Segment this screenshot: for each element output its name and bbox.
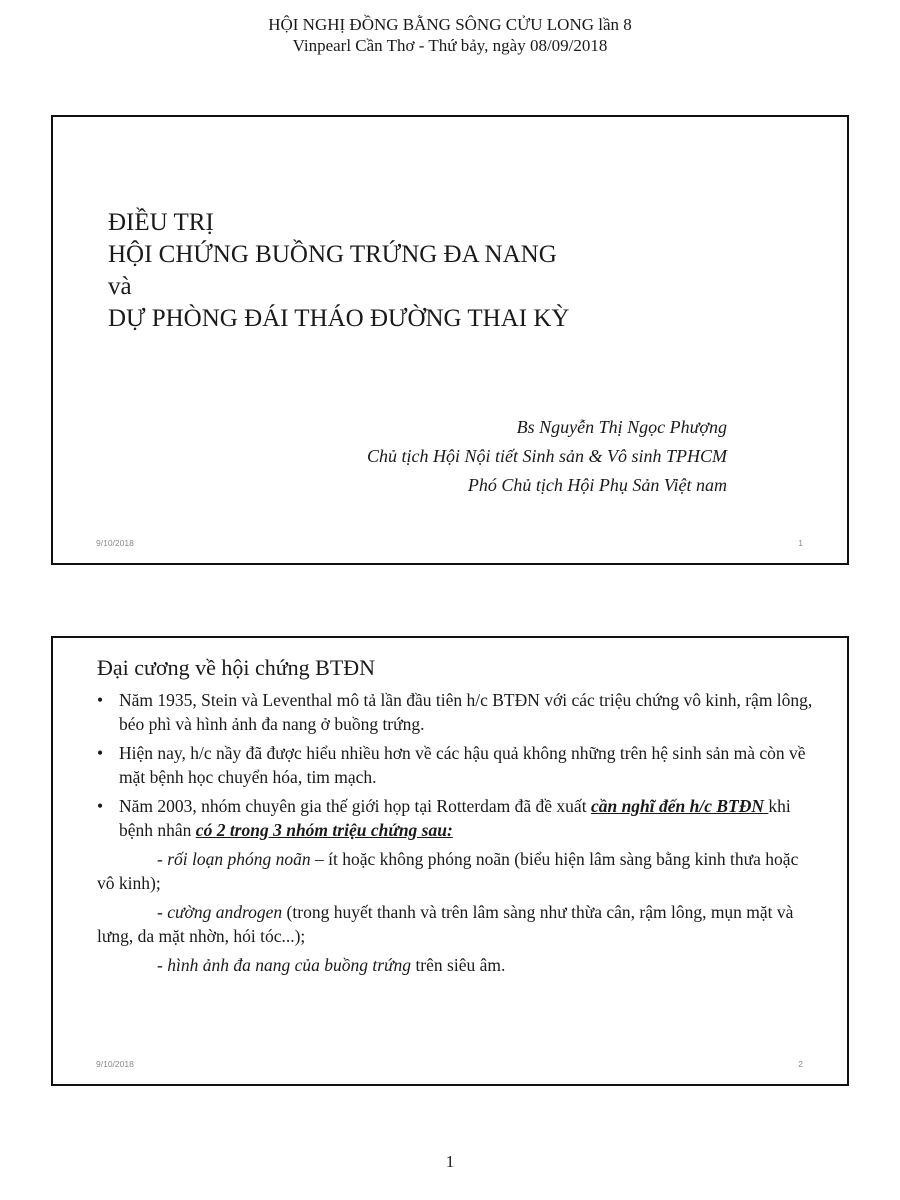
- criterion-label: - rối loạn phóng noãn: [157, 849, 311, 869]
- bullet-text: Năm 1935, Stein và Leventhal mô tả lần đầu tiên h/c BTĐN với các triệu chứng vô kinh, rậm lông, béo phì và hình ảnh đa nang ở buồng trứng.: [119, 690, 813, 734]
- conference-title: HỘI NGHỊ ĐỒNG BẰNG SÔNG CỬU LONG lần 8: [268, 15, 632, 34]
- slide-date: 9/10/2018: [96, 1059, 134, 1069]
- bullet-item: [97, 689, 817, 736]
- criterion-detail: trên siêu âm.: [411, 955, 506, 975]
- slide-2-title: Đại cương về hội chứng BTĐN: [97, 655, 376, 680]
- bullet-text: khi bệnh nhân: [119, 796, 791, 840]
- bullet-text: Năm 2003, nhóm chuyên gia thế giới họp tại Rotterdam đã đề xuất: [119, 796, 591, 816]
- criterion-detail: (trong huyết thanh và trên lâm sàng như thừa cân, rậm lông, mụn mặt và lưng, da mặt nhờn, hói tóc...);: [97, 902, 794, 946]
- conference-venue-date: Vinpearl Cần Thơ - Thứ bảy, ngày 08/09/2018: [292, 36, 608, 55]
- slide-2-body: [97, 689, 817, 978]
- criterion-item: [97, 954, 817, 978]
- author-name: Bs Nguyễn Thị Ngọc Phượng: [516, 417, 727, 437]
- page-number: 1: [445, 1152, 455, 1171]
- bullet-item: [97, 795, 817, 842]
- slide-1-title: [108, 207, 569, 335]
- slide-number: 2: [798, 1059, 803, 1069]
- title-line-4: DỰ PHÒNG ĐÁI THÁO ĐƯỜNG THAI KỲ: [108, 305, 570, 332]
- bullet-text: Hiện nay, h/c nầy đã được hiểu nhiều hơn về các hậu quả không những trên hệ sinh sản mà còn về mặt bệnh học chuyển hóa, tim mạch.: [119, 743, 806, 787]
- title-line-1: ĐIỀU TRỊ: [108, 209, 214, 236]
- slide-2: [51, 636, 849, 1086]
- page-header: [0, 14, 900, 56]
- criterion-label: - cường androgen: [157, 902, 283, 922]
- slide-1: [51, 115, 849, 565]
- criterion-detail: – ít hoặc không phóng noãn (biểu hiện lâm sàng bằng kinh thưa hoặc vô kinh);: [97, 849, 799, 893]
- author-role-2: Phó Chủ tịch Hội Phụ Sản Việt nam: [467, 475, 727, 495]
- author-block: [253, 413, 727, 500]
- slide-date: 9/10/2018: [96, 538, 134, 548]
- emphasis-text: có 2 trong 3 nhóm triệu chứng sau:: [195, 819, 453, 840]
- bullet-marker: •: [97, 690, 104, 710]
- emphasis-text: cần nghĩ đến h/c BTĐN: [590, 796, 769, 816]
- title-line-3: và: [108, 273, 132, 300]
- bullet-marker: •: [97, 743, 104, 763]
- bullet-marker: •: [97, 796, 104, 816]
- author-role-1: Chủ tịch Hội Nội tiết Sinh sản & Vô sinh TPHCM: [366, 446, 727, 466]
- bullet-item: [97, 742, 817, 789]
- criterion-label: - hình ảnh đa nang của buồng trứng: [157, 955, 412, 975]
- criterion-item: [97, 901, 817, 948]
- title-line-2: HỘI CHỨNG BUỒNG TRỨNG ĐA NANG: [108, 241, 557, 268]
- slide-number: 1: [798, 538, 803, 548]
- criterion-item: [97, 848, 817, 895]
